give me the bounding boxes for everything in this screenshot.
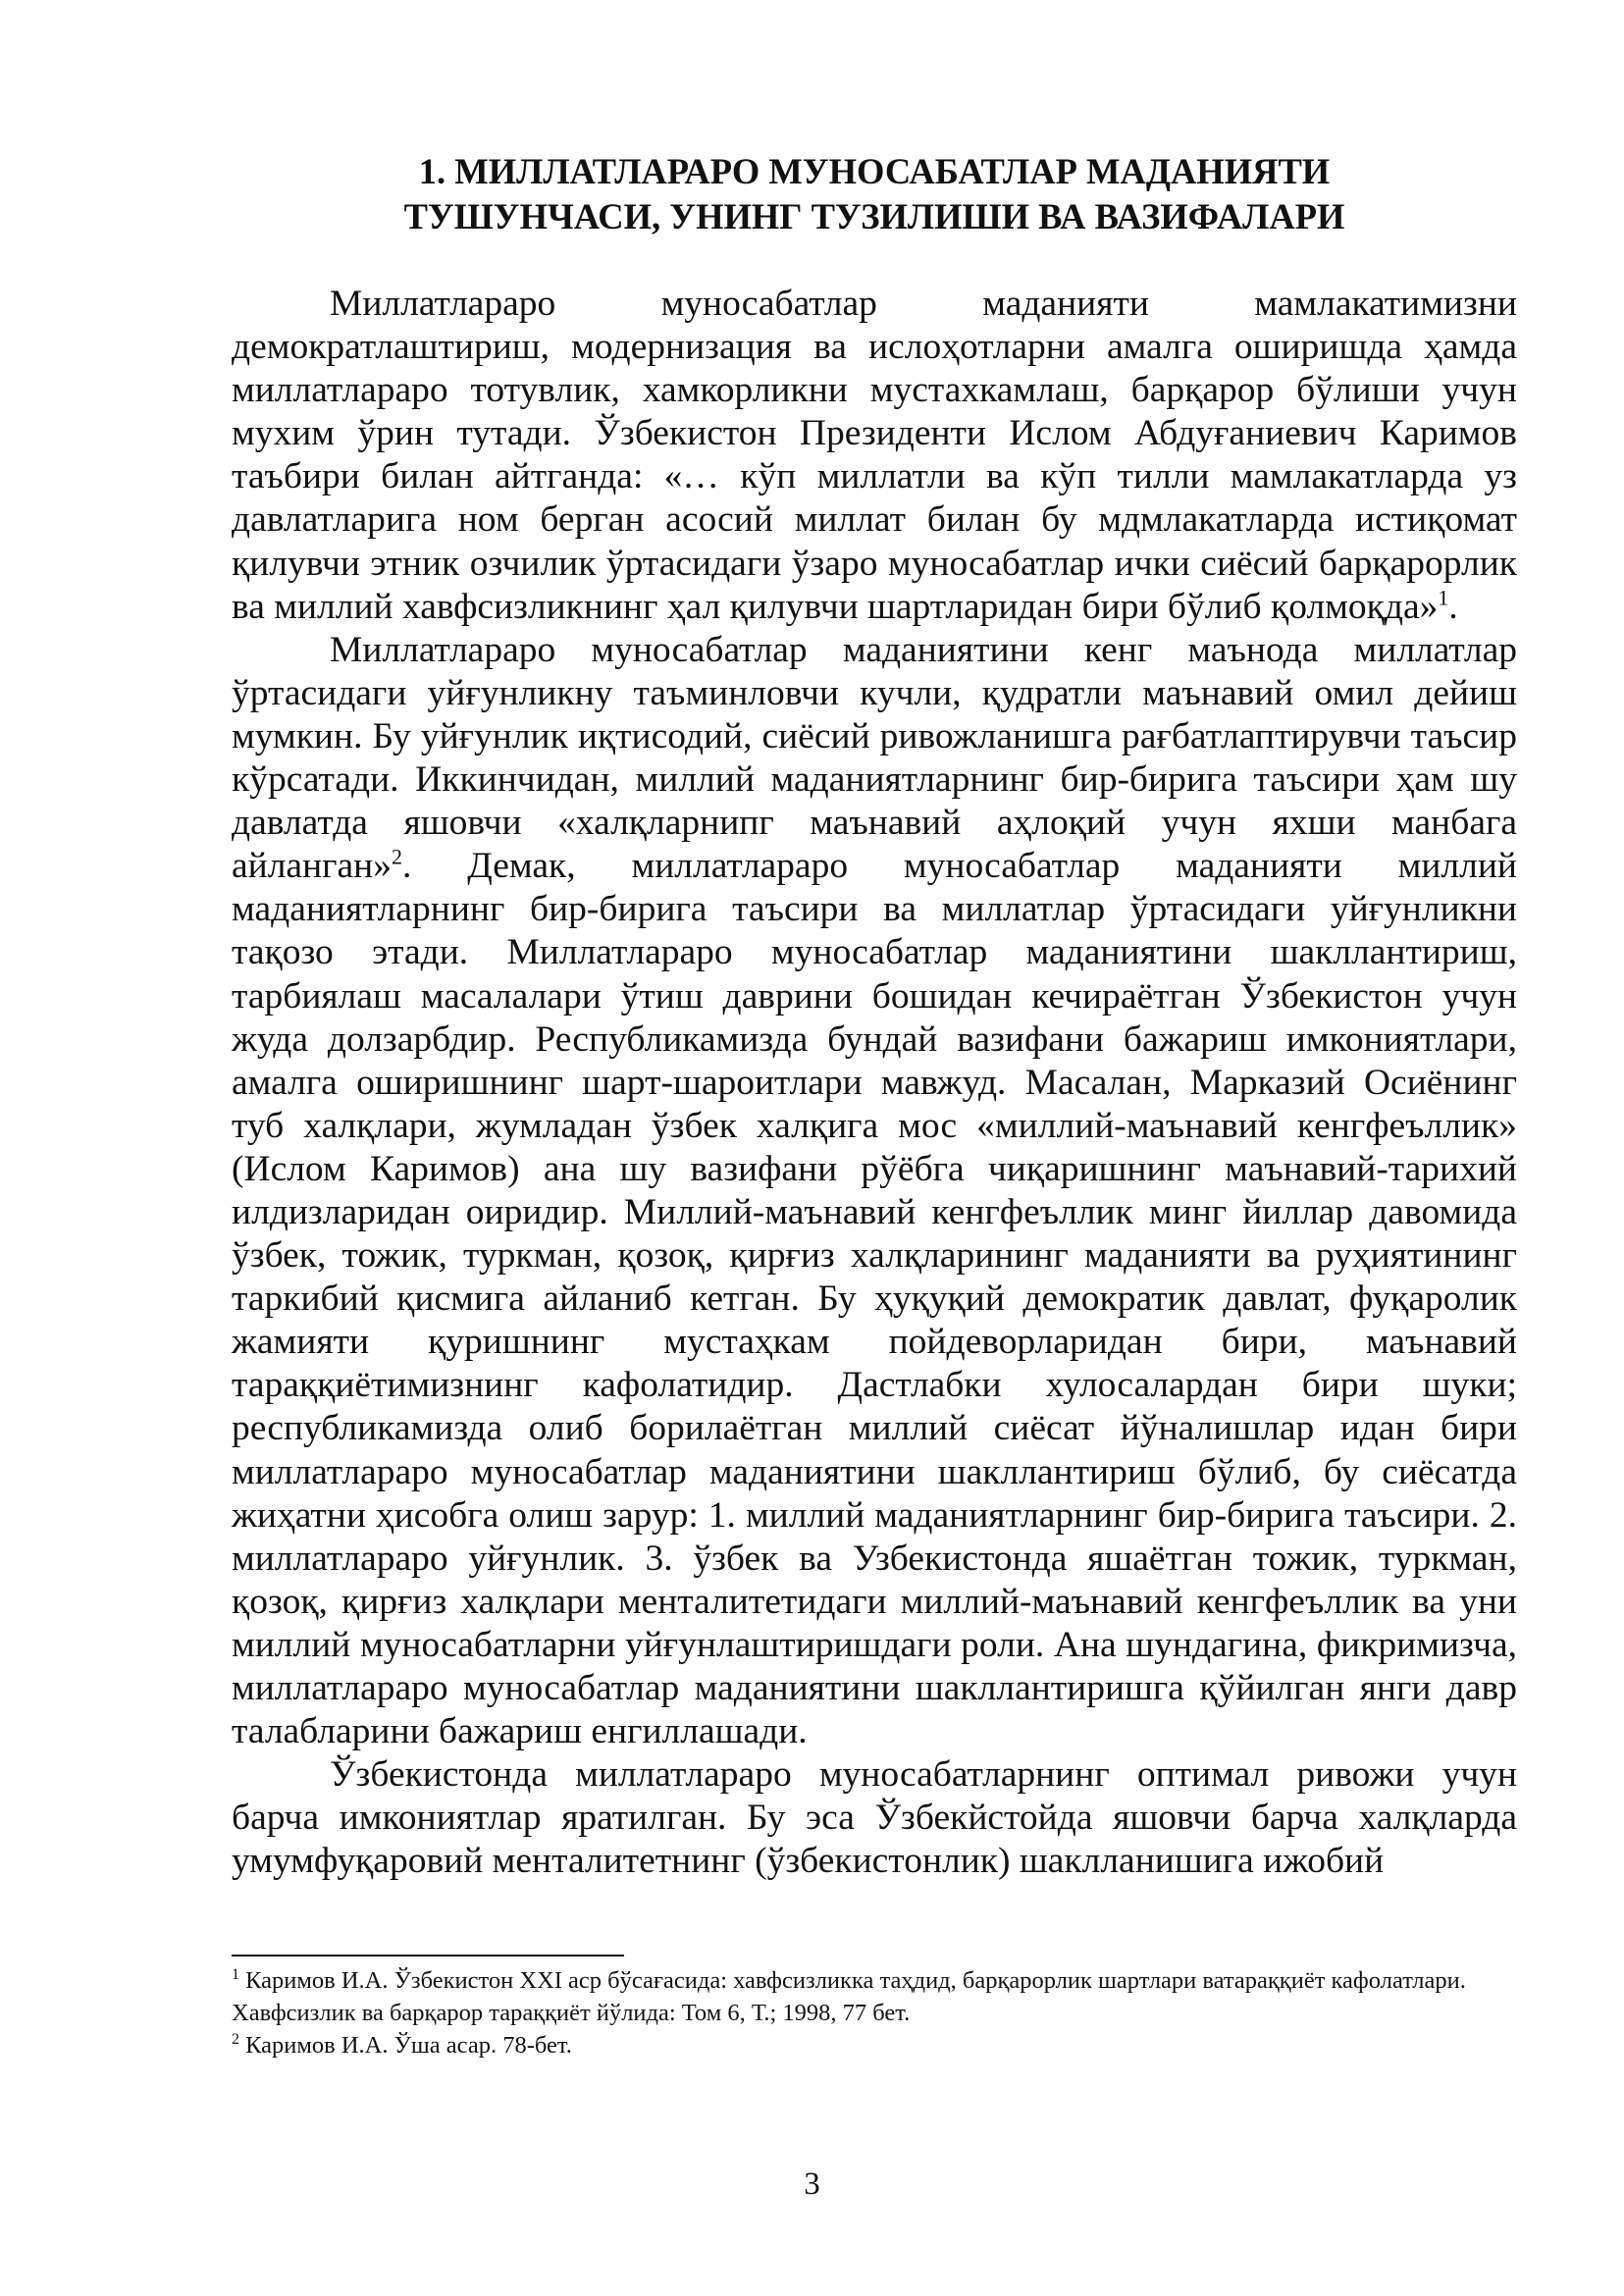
paragraph-3-text: Ўзбекистонда миллатлараро муносабатларнинг оптимал ривожи учун барча имкониятлар яратилган. Бу эса Ўзбекйстойда яшовчи барча халқларда умумфуқаровий менталитетнинг (ўзбекистонлик) шаклланишига ижобий bbox=[232, 1754, 1517, 1882]
paragraph-2-tail: . Демак, миллатлараро муносабатлар маданияти миллий маданиятларнинг бир-бирига таъсири ва миллатлар ўртасидаги уйғунликни тақозо этади. Миллатлараро муносабатлар маданиятини шакллантириш, тарбиялаш масалалари ўтиш даврини бошидан кечираётган Ўзбекистон учун жуда долзарбдир. Республикамизда бундай вазифани бажариш имкониятлари, амалга оширишнинг шарт-шароитлари мавжуд. Масалан, Марказий Осиёнинг туб халқлари, жумладан ўзбек халқига мос «миллий-маънавий кенгфеъллик» (Ислом Каримов) ана шу вазифани рўёбга чиқаришнинг маънавий-тарихий илдизларидан оиридир. Миллий-маънавий кенгфеъллик минг йиллар давомида ўзбек, тожик, туркман, қозоқ, қирғиз халқларининг маданияти ва руҳиятининг таркибий қисмига айланиб кетган. Бу ҳуқуқий демократик давлат, фуқаролик жамияти қуришнинг мустаҳкам пойдеворларидан бири, маънавий тараққиётимизнинг кафолатидир. Дастлабки хулосалардан бири шуки; республикамизда олиб борилаётган миллий сиёсат йўналишлар идан бири миллатлараро муносабатлар маданиятини шакллантириш бўлиб, бу сиёсатда жиҳатни ҳисобга олиш зарур: 1. миллий маданиятларнинг бир-бирига таъсири. 2. миллатлараро уйғунлик. 3. ўзбек ва Узбекистонда яшаётган тожик, туркман, қозоқ, қирғиз халқлари менталитетидаги миллий-маънавий кенгфеъллик ва уни миллий муносабатларни уйғунлаштиришдаги роли. Ана шундагина, фикримизча, миллатлараро муносабатлар маданиятини шакллантиришга қўйилган янги давр талабларини бажариш енгиллашади. bbox=[232, 846, 1517, 1752]
paragraph-1 bbox=[232, 283, 1517, 629]
paragraph-3 bbox=[232, 1753, 1517, 1883]
footnotes bbox=[232, 1955, 1517, 2061]
footnote-mark-1: 1 bbox=[232, 1965, 239, 1983]
footnote-1-text: Каримов И.А. Ўзбекистон XXI аср бўсағасида: хавфсизликка таҳдид, барқарорлик шартлари ватараққиёт кафолатлари. Хавфсизлик ва барқарор тараққиёт йўлида: Том 6, Т.; 1998, 77 бет. bbox=[232, 1967, 1466, 2026]
footnote-ref-2: 2 bbox=[391, 844, 402, 869]
page-title bbox=[232, 149, 1517, 239]
footnote-ref-1: 1 bbox=[1438, 585, 1449, 610]
page-number: 3 bbox=[804, 2166, 820, 2202]
paragraph-2 bbox=[232, 629, 1517, 1753]
paragraph-1-tail: . bbox=[1448, 586, 1458, 627]
paragraph-2-text: Миллатлараро муносабатлар маданиятини кенг маънода миллатлар ўртасидаги уйғунликну таъминловчи кучли, қудратли маънавий омил дейиш мумкин. Бу уйғунлик иқтисодий, сиёсий ривожланишга рағбатлаптирувчи таъсир кўрсатади. Иккинчидан, миллий маданиятларнинг бир-бирига таъсири ҳам шу давлатда яшовчи «халқларнипг маънавий аҳлоқий учун яхши манбага айланган» bbox=[232, 629, 1517, 887]
title-line-1: 1. МИЛЛАТЛАРАРО МУНОСАБАТЛАР МАДАНИЯТИ bbox=[418, 151, 1331, 191]
footnote-2-text: Каримов И.А. Ўша асар. 78-бет. bbox=[239, 2032, 572, 2059]
body-text bbox=[232, 283, 1517, 1883]
footnote-1 bbox=[232, 1964, 1517, 2029]
footnote-divider bbox=[232, 1955, 624, 1957]
paragraph-1-text: Миллатлараро муносабатлар маданияти мамлакатимизни демократлаштириш, модернизация ва ислоҳотларни амалга оширишда ҳамда миллатлараро тотувлик, хамкорликни мустахкамлаш, барқарор бўлиши учун мухим ўрин тутади. Ўзбекистон Президенти Ислом Абдуғаниевич Каримов таъбири билан айтганда: «… кўп миллатли ва кўп тилли мамлакатларда уз давлатларига ном берган асосий миллат билан бу мдмлакатларда истиқомат қилувчи этник озчилик ўртасидаги ўзаро муносабатлар ички сиёсий барқарорлик ва миллий хавфсизликнинг ҳал қилувчи шартларидан бири бўлиб қолмоқда» bbox=[232, 284, 1517, 627]
title-line-2: ТУШУНЧАСИ, УНИНГ ТУЗИЛИШИ ВА ВАЗИФАЛАРИ bbox=[403, 196, 1345, 236]
footnote-mark-2: 2 bbox=[232, 2030, 239, 2048]
footnote-2 bbox=[232, 2029, 1517, 2061]
